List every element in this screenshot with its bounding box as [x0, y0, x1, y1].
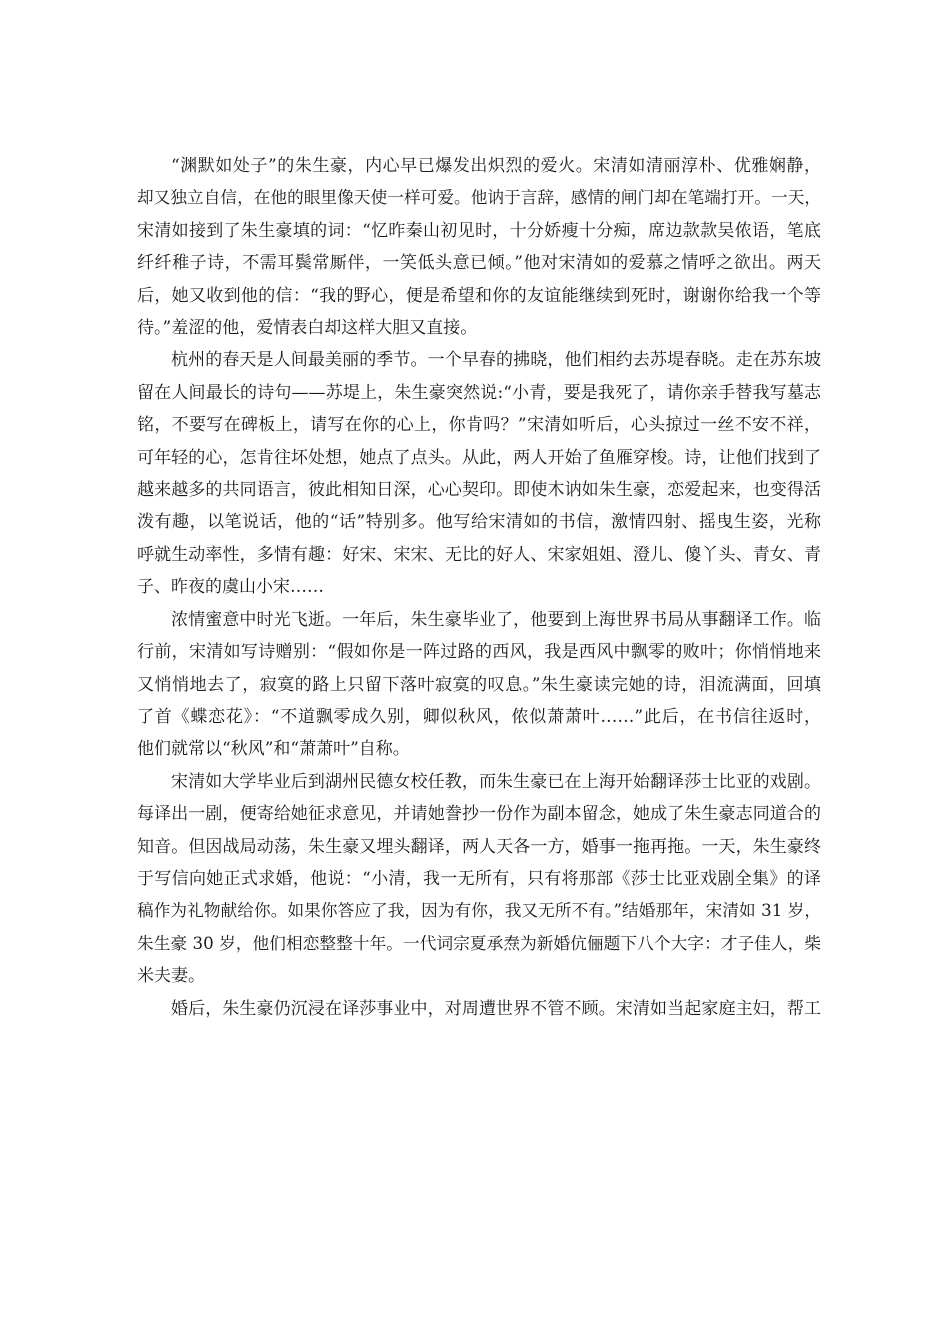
text-line: 可年轻的心，怎肯往坏处想，她点了点头。从此，两人开始了鱼雁穿梭。诗，让他们找到了: [137, 447, 821, 468]
text-line: 米夫妻。: [137, 966, 205, 987]
paragraph-3: [137, 604, 821, 766]
document-page: [137, 150, 821, 1025]
text-line: 留在人间最长的诗句——苏堤上，朱生豪突然说:“小青，要是我死了，请你亲手替我写墓志: [137, 382, 821, 403]
text-line: 越来越多的共同语言，彼此相知日深，心心契印。即使木讷如朱生豪，恋爱起来，也变得活: [137, 480, 821, 501]
text-line: 呼就生动率性，多情有趣：好宋、宋宋、无比的好人、宋家姐姐、澄儿、傻丫头、青女、青: [137, 544, 821, 565]
text-line: 每译出一剧，便寄给她征求意见，并请她誊抄一份作为副本留念，她成了朱生豪志同道合的: [137, 804, 821, 825]
paragraph-1: [137, 150, 821, 344]
text-line: “渊默如处子”的朱生豪，内心早已爆发出炽烈的爱火。宋清如清丽淳朴、优雅娴静，: [171, 156, 821, 176]
text-line: 纤纤稚子诗，不需耳鬓常厮伴，一笑低头意已倾。”他对宋清如的爱慕之情呼之欲出。两天: [137, 253, 821, 274]
paragraph-5: [137, 993, 821, 1025]
text-line: 后，她又收到他的信：“我的野心，便是希望和你的友谊能继续到死时，谢谢你给我一个等: [137, 285, 821, 306]
text-line: 行前，宋清如写诗赠别：“假如你是一阵过路的西风，我是西风中飘零的败叶；你悄悄地来: [137, 642, 821, 663]
text-line: 泼有趣，以笔说话，他的“话”特别多。他写给宋清如的书信，激情四射、摇曳生姿，光称: [137, 512, 821, 533]
text-line: 待。”羞涩的他，爱情表白却这样大胆又直接。: [137, 318, 478, 339]
paragraph-4: [137, 766, 821, 993]
text-line: 又悄悄地去了，寂寞的路上只留下落叶寂寞的叹息。”朱生豪读完她的诗，泪流满面，回填: [137, 674, 821, 695]
text-line: 他们就常以“秋风”和“萧萧叶”自称。: [137, 739, 410, 760]
text-line: 了首《蝶恋花》：“不道飘零成久别，卿似秋风，侬似萧萧叶……”此后，在书信往返时，: [137, 706, 821, 727]
text-line: 浓情蜜意中时光飞逝。一年后，朱生豪毕业了，他要到上海世界书局从事翻译工作。临: [171, 609, 821, 630]
text-line: 稿作为礼物献给你。如果你答应了我，因为有你，我又无所不有。”结婚那年，宋清如 31 岁，: [137, 901, 821, 921]
text-line: 杭州的春天是人间最美丽的季节。一个早春的拂晓，他们相约去苏堤春晓。走在苏东坡: [171, 350, 821, 371]
paragraph-2: [137, 344, 821, 603]
text-line: 却又独立自信，在他的眼里像天使一样可爱。他讷于言辞，感情的闸门却在笔端打开。一天，: [137, 188, 821, 208]
text-line: 子、昨夜的虞山小宋……: [137, 577, 324, 598]
text-line: 婚后，朱生豪仍沉浸在译莎事业中，对周遭世界不管不顾。宋清如当起家庭主妇，帮工: [171, 998, 821, 1019]
text-line: 朱生豪 30 岁，他们相恋整整十年。一代词宗夏承焘为新婚伉俪题下八个大字：才子佳人，柴: [137, 933, 821, 953]
text-line: 知音。但因战局动荡，朱生豪又埋头翻译，两人天各一方，婚事一拖再拖。一天，朱生豪终: [137, 836, 821, 857]
text-line: 于写信向她正式求婚，他说：“小清，我一无所有，只有将那部《莎士比亚戏剧全集》的译: [137, 868, 821, 889]
text-line: 宋清如接到了朱生豪填的词：“忆昨秦山初见时，十分娇瘦十分痴，席边款款吴侬语，笔底: [137, 220, 821, 241]
text-line: 宋清如大学毕业后到湖州民德女校任教，而朱生豪已在上海开始翻译莎士比亚的戏剧。: [171, 771, 821, 792]
text-line: 铭，不要写在碑板上，请写在你的心上，你肯吗？”宋清如听后，心头掠过一丝不安不祥，: [137, 415, 821, 436]
